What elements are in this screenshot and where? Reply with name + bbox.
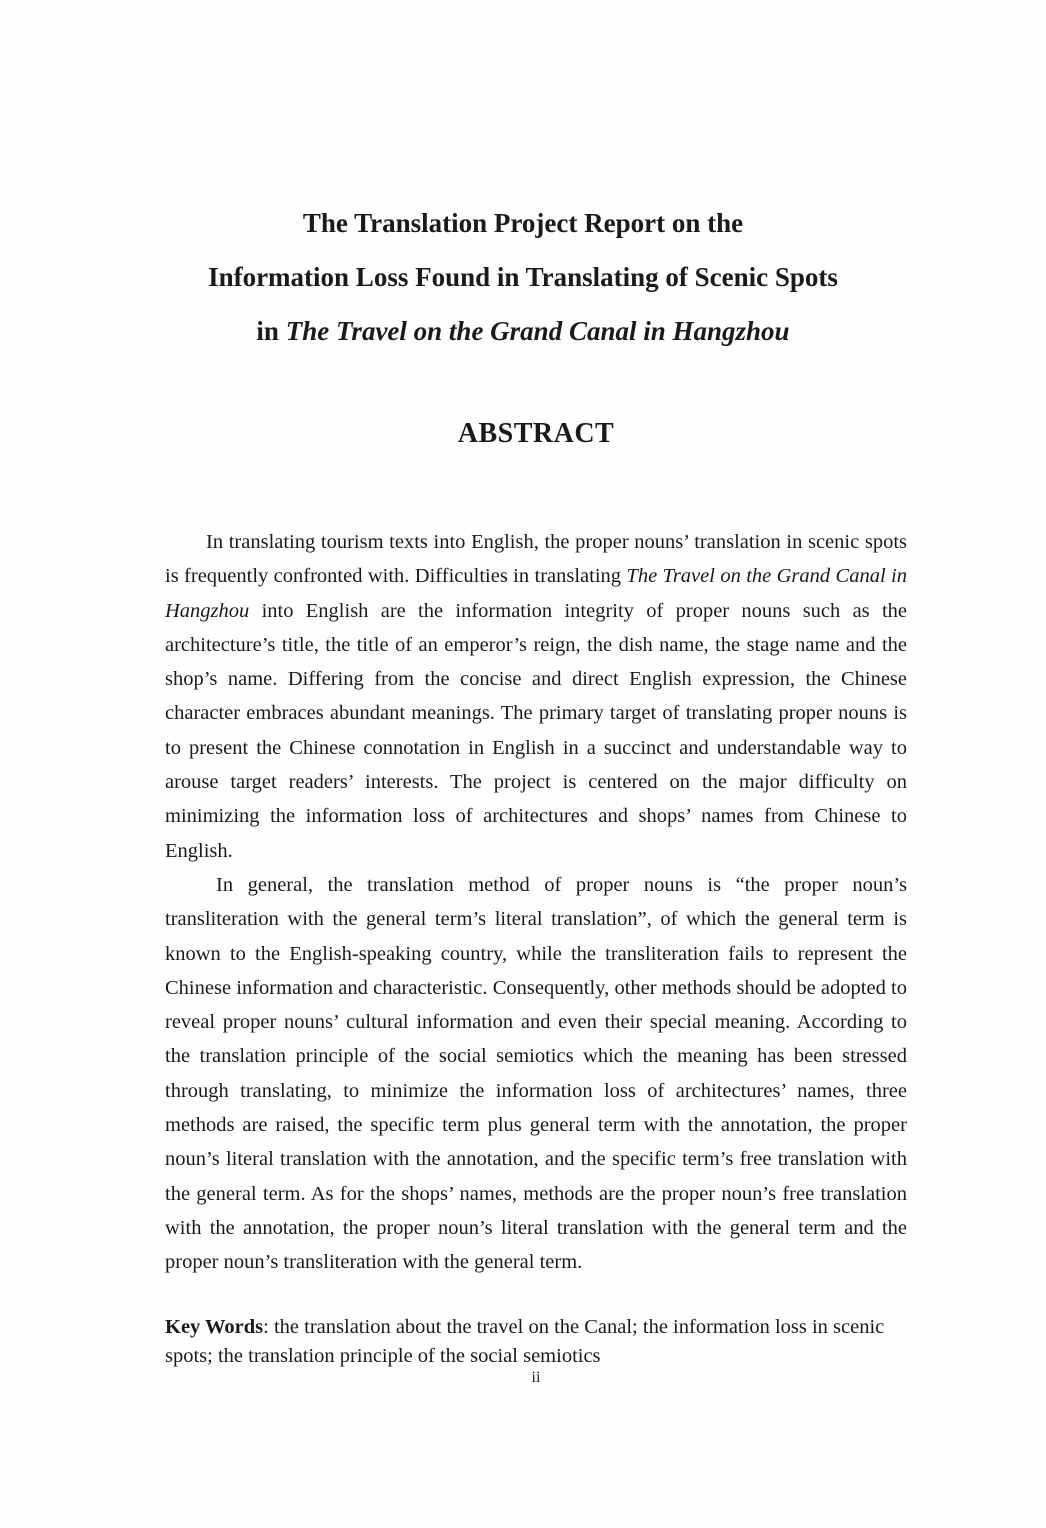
paragraph-1-part-1: In translating tourism texts into English, the proper nouns’ translation in scenic spots is frequently confronted with. Difficulties in translating: [165, 531, 907, 588]
abstract-heading: ABSTRACT: [457, 418, 615, 449]
abstract-paragraph-1: [165, 525, 907, 868]
key-words-label: Key Words: [165, 1316, 264, 1338]
paragraph-1-part-2: into English are the information integrity of proper nouns such as the architecture’s title, the title of an emperor’s reign, the dish name, the stage name and the shop’s name. Differing from the concise and direct English expression, the Chinese character embraces abundant meanings. The primary target of translating proper nouns is to present the Chinese connotation in English in a succinct and understandable way to arouse target readers’ interests. The project is centered on the major difficulty on minimizing the information loss of architectures and shops’ names from Chinese to English.: [165, 599, 907, 862]
key-words-text: the translation about the travel on the Canal; the information loss in scenic spots; the translation principle of the social semiotics: [165, 1316, 885, 1367]
title-line-3-prefix: in: [256, 316, 286, 346]
abstract-body: [165, 525, 907, 1280]
title-line-3-italic: The Travel on the Grand Canal in Hangzhou: [285, 316, 790, 346]
paragraph-1-italic-title: The Travel on the Grand Canal in Hangzhou: [165, 565, 907, 622]
page-number: ii: [531, 1369, 541, 1386]
title-line-2: Information Loss Found in Translating of Scenic Spots: [208, 262, 838, 292]
key-words-separator: :: [263, 1316, 269, 1338]
key-words: [165, 1313, 907, 1371]
title-line-1: The Translation Project Report on the: [302, 208, 744, 238]
title-line-3: [0, 304, 1046, 358]
abstract-paragraph-2: In general, the translation method of proper nouns is “the proper noun’s transliteration with the general term’s literal translation”, of which the general term is known to the English-speaking country, while the transliteration fails to represent the Chinese information and characteristic. Consequently, other methods should be adopted to reveal proper nouns’ cultural information and even their special meaning. According to the translation principle of the social semiotics which the meaning has been stressed through translating, to minimize the information loss of architectures’ names, three methods are raised, the specific term plus general term with the annotation, the proper noun’s literal translation with the annotation, and the specific term’s free translation with the general term. As for the shops’ names, methods are the proper noun’s free translation with the annotation, the proper noun’s literal translation with the general term and the proper noun’s transliteration with the general term.: [165, 873, 907, 1274]
report-title: [0, 196, 1046, 358]
